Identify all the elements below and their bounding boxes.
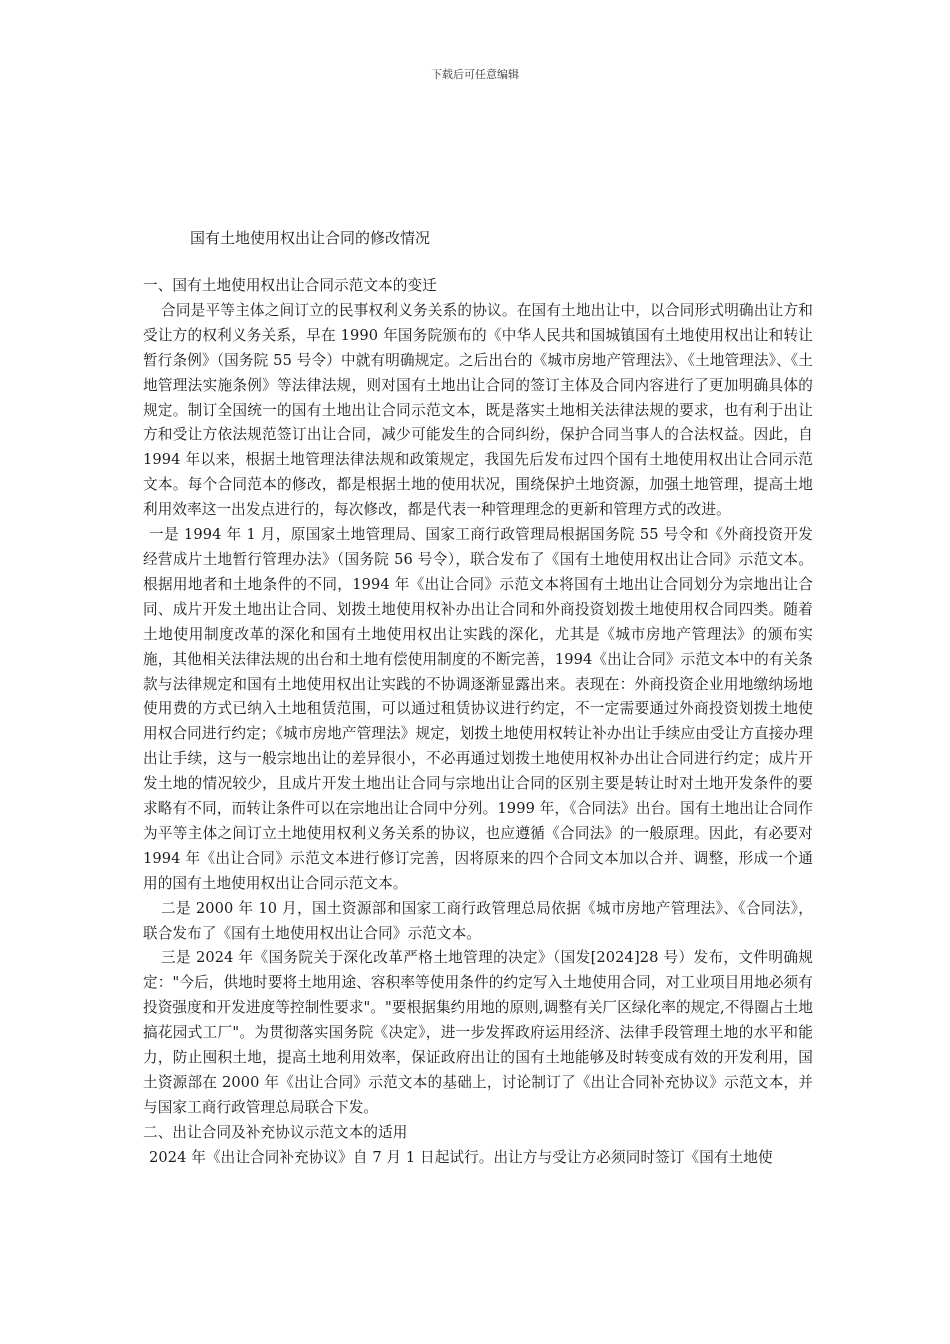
paragraph-1994: 一是 1994 年 1 月，原国家土地管理局、国家工商行政管理局根据国务院 55 号令和《外商投资开发经营成片土地暂行管理办法》（国务院 56 号令），联合发布了《国有土地使用权出让合同》示范文本。根据用地者和土地条件的不同，1994 年《出让合同》示范文本将国有土地出让合同划分为宗地出让合同、成片开发土地出让合同、划拨土地使用权补办出让合同和外商投资划拨土地使用权合同四类。随着土地使用制度改革的深化和国有土地使用权出让实践的深化，尤其是《城市房地产管理法》的颁布实施，其他相关法律法规的出台和土地有偿使用制度的不断完善，1994《出让合同》示范文本中的有关条款与法律规定和国有土地使用权出让实践的不协调逐渐显露出来。表现在：外商投资企业用地缴纳场地使用费的方式已纳入土地租赁范围，可以通过租赁协议进行约定，不一定需要通过外商投资划拨土地使用权合同进行约定；《城市房地产管理法》规定，划拨土地使用权转让补办出让手续应由受让方直接办理出让手续，这与一般宗地出让的差异很小，不必再通过划拨土地使用权补办出让合同进行约定；成片开发土地的情况较少，且成片开发土地出让合同与宗地出让合同的区别主要是转让时对土地开发条件的要求略有不同，而转让条件可以在宗地出让合同中分列。1999 年，《合同法》出台。国有土地出让合同作为平等主体之间订立土地使用权利义务关系的协议，也应遵循《合同法》的一般原理。因此，有必要对 1994 年《出让合同》示范文本进行修订完善，因将原来的四个合同文本加以合并、调整，形成一个通用的国有土地使用权出让合同示范文本。 <box>143 526 813 892</box>
document-body <box>143 274 813 1171</box>
paragraph-2024: 三是 2024 年《国务院关于深化改革严格土地管理的决定》（国发[2024]28 号）发布，文件明确规定："今后，供地时要将土地用途、容积率等使用条件的约定写入土地使用合同，对工业项目用地必须有投资强度和开发进度等控制性要求"。"要根据集约用地的原则,调整有关厂区绿化率的规定,不得圈占土地搞花园式工厂"。为贯彻落实国务院《决定》，进一步发挥政府运用经济、法律手段管理土地的水平和能力，防止囤积土地，提高土地利用效率，保证政府出让的国有土地能够及时转变成有效的开发利用，国土资源部在 2000 年《出让合同》示范文本的基础上，讨论制订了《出让合同补充协议》示范文本，并与国家工商行政管理总局联合下发。 <box>143 949 813 1116</box>
section-heading-2: 二、出让合同及补充协议示范文本的适用 <box>143 1123 408 1141</box>
paragraph-supplement: 2024 年《出让合同补充协议》自 7 月 1 日起试行。出让方与受让方必须同时签订《国有土地使 <box>149 1148 773 1166</box>
document-title: 国有土地使用权出让合同的修改情况 <box>190 229 431 247</box>
paragraph-intro: 合同是平等主体之间订立的民事权利义务关系的协议。在国有土地出让中，以合同形式明确出让方和受让方的权利义务关系，早在 1990 年国务院颁布的《中华人民共和国城镇国有土地使用权出让和转让暂行条例》（国务院 55 号令）中就有明确规定。之后出台的《城市房地产管理法》、《土地管理法》、《土地管理法实施条例》等法律法规，则对国有土地出让合同的签订主体及合同内容进行了更加明确具体的规定。制订全国统一的国有土地出让合同示范文本，既是落实土地相关法律法规的要求，也有利于出让方和受让方依法规范签订出让合同，减少可能发生的合同纠纷，保护合同当事人的合法权益。因此，自 1994 年以来，根据土地管理法律法规和政策规定，我国先后发布过四个国有土地使用权出让合同示范文本。每个合同范本的修改，都是根据土地的使用状况，围绕保护土地资源，加强土地管理，提高土地利用效率这一出发点进行的，每次修改，都是代表一种管理理念的更新和管理方式的改进。 <box>143 301 813 519</box>
paragraph-2000: 二是 2000 年 10 月，国土资源部和国家工商行政管理总局依据《城市房地产管理法》、《合同法》，联合发布了《国有土地使用权出让合同》示范文本。 <box>143 899 813 942</box>
section-heading-1: 一、国有土地使用权出让合同示范文本的变迁 <box>143 277 437 294</box>
header-note: 下载后可任意编辑 <box>431 68 519 81</box>
